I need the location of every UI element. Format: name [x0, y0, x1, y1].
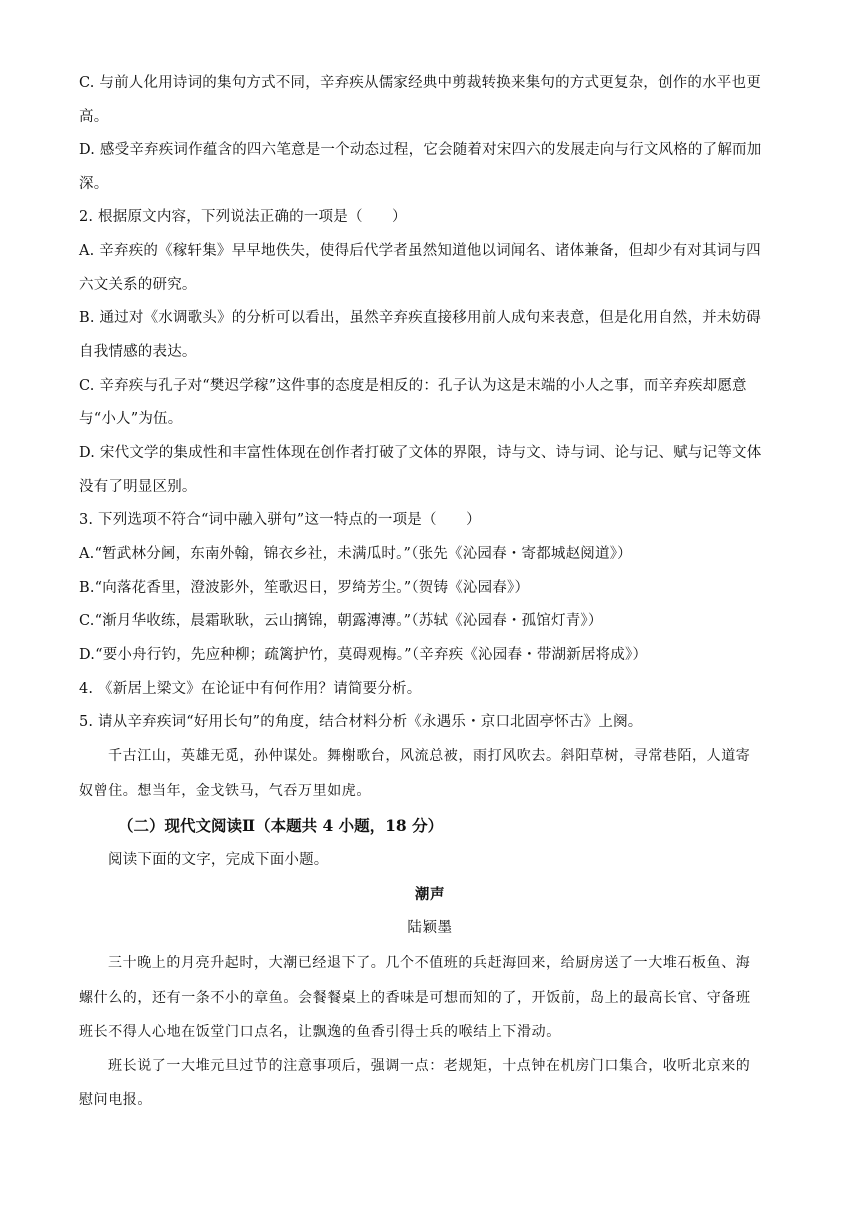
article-paragraph-2-line-2: 慰问电报。	[79, 1092, 152, 1108]
q3-option-a: A.“暂武林分阃，东南外翰，锦衣乡社，未满瓜时。”（张先《沁园春・寄都城赵阅道》）	[79, 546, 632, 562]
poem-line-1: 千古江山，英雄无觅，孙仲谋处。舞榭歌台，风流总被，雨打风吹去。斜阳草树，寻常巷陌，人道寄	[108, 748, 751, 764]
q2-option-c-line-1: C. 辛弃疾与孔子对“樊迟学稼”这件事的态度是相反的：孔子认为这是末端的小人之事，而辛弃疾却愿意	[79, 378, 747, 394]
q3-option-c: C.“渐月华收练，晨霜耿耿，云山摛锦，朝露漙漙。”（苏轼《沁园春・孤馆灯青》）	[79, 613, 603, 629]
section-heading: （二）现代文阅读Ⅱ（本题共 4 小题，18 分）	[118, 816, 444, 835]
q2-option-d-line-1: D. 宋代文学的集成性和丰富性体现在创作者打破了文体的界限，诗与文、诗与词、论与记、赋与记等文体	[79, 445, 762, 461]
q2-option-d-line-2: 没有了明显区别。	[79, 479, 197, 495]
article-author: 陆颖墨	[407, 920, 453, 936]
q2-option-b-line-1: B. 通过对《水调歌头》的分析可以看出，虽然辛弃疾直接移用前人成句来表意，但是化用自然，并未妨碍	[79, 310, 761, 326]
q2-option-a-line-1: A. 辛弃疾的《稼轩集》早早地佚失，使得后代学者虽然知道他以词闻名、诸体兼备，但却少有对其词与四	[79, 243, 761, 259]
question-4: 4. 《新居上梁文》在论证中有何作用？请简要分析。	[79, 681, 422, 697]
article-paragraph-1-line-2: 螺什么的，还有一条不小的章鱼。会餐餐桌上的香味是可想而知的了，开饭前，岛上的最高长官、守备班	[79, 990, 751, 1006]
article-paragraph-1-line-3: 班长不得人心地在饭堂门口点名，让飘逸的鱼香引得士兵的喉结上下滑动。	[79, 1024, 561, 1040]
option-c-line-2: 高。	[79, 109, 109, 125]
q2-option-b-line-2: 自我情感的表达。	[79, 344, 197, 360]
option-c-line-1: C. 与前人化用诗词的集句方式不同，辛弃疾从儒家经典中剪裁转换来集句的方式更复杂，创作的水平也更	[79, 75, 761, 91]
q3-option-d: D.“要小舟行钓，先应种柳；疏篱护竹，莫碍观梅。”（辛弃疾《沁园春・带湖新居将成》）	[79, 647, 648, 663]
article-title: 潮声	[414, 887, 446, 903]
q2-option-c-line-2: 与“小人”为伍。	[79, 411, 183, 427]
q3-option-b: B.“向落花香里，澄波影外，笙歌迟日，罗绮芳尘。”（贺铸《沁园春》）	[79, 580, 530, 596]
option-d-line-2: 深。	[79, 176, 109, 192]
reading-instruction: 阅读下面的文字，完成下面小题。	[108, 852, 329, 868]
question-5: 5. 请从辛弃疾词“好用长句”的角度，结合材料分析《永遇乐・京口北固亭怀古》上阕。	[79, 714, 643, 730]
article-paragraph-2-line-1: 班长说了一大堆元旦过节的注意事项后，强调一点：老规矩，十点钟在机房门口集合，收听北京来的	[108, 1058, 751, 1074]
question-3-stem: 3. 下列选项不符合“词中融入骈句”这一特点的一项是（ ）	[79, 512, 481, 528]
poem-line-2: 奴曾住。想当年，金戈铁马，气吞万里如虎。	[79, 783, 371, 799]
q2-option-a-line-2: 六文关系的研究。	[79, 277, 197, 293]
question-2-stem: 2. 根据原文内容，下列说法正确的一项是（ ）	[79, 209, 407, 225]
article-paragraph-1-line-1: 三十晚上的月亮升起时，大潮已经退下了。几个不值班的兵赶海回来，给厨房送了一大堆石板鱼、海	[108, 955, 751, 971]
option-d-line-1: D. 感受辛弃疾词作蕴含的四六笔意是一个动态过程，它会随着对宋四六的发展走向与行文风格的了解而加	[79, 142, 762, 158]
